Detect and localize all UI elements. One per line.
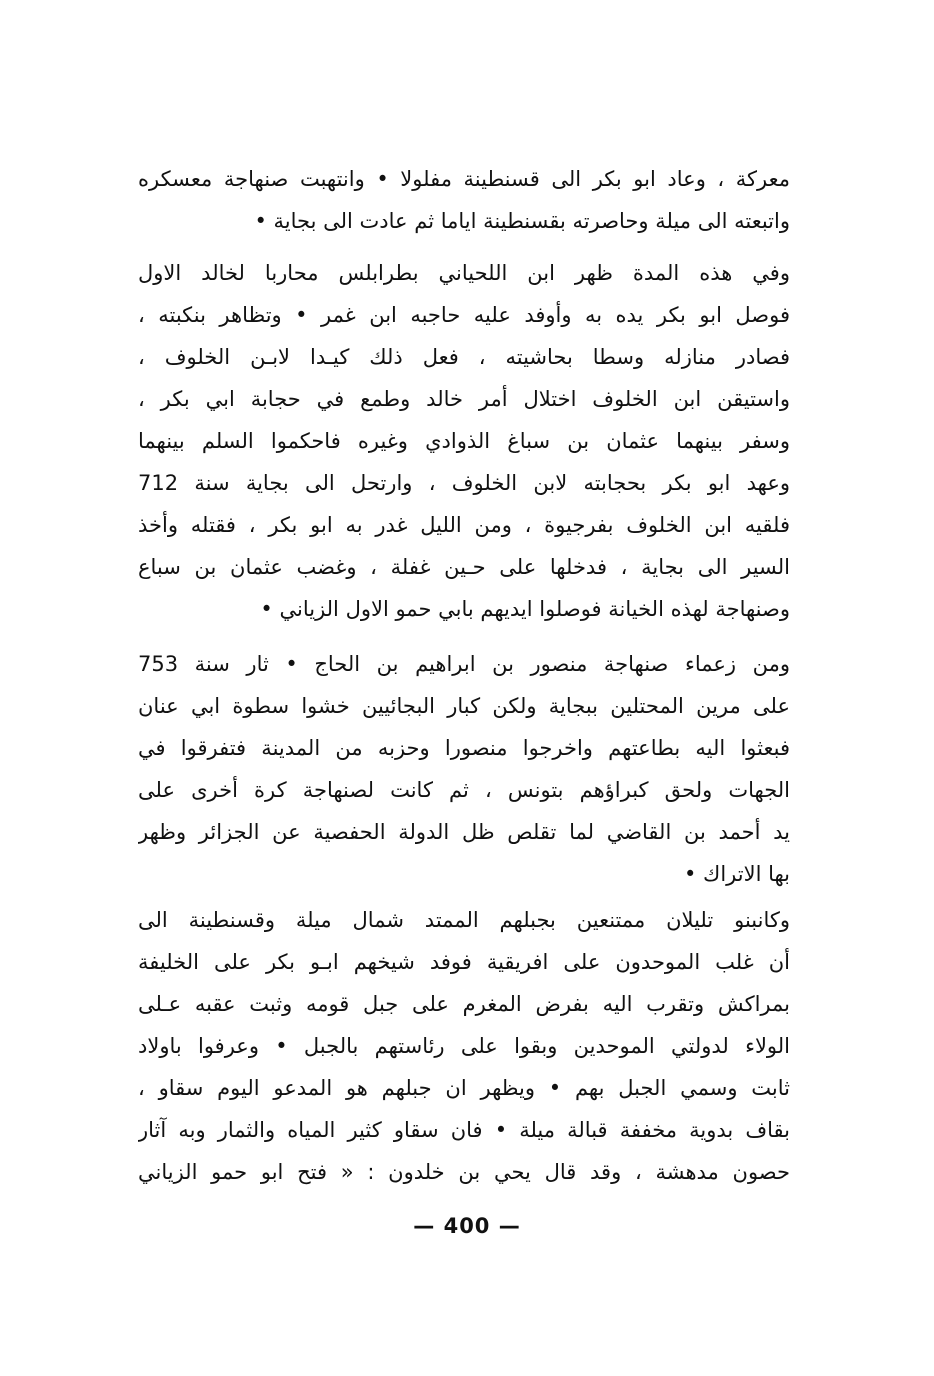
text-line: فصادر منازله وسطا بحاشيته ، فعل ذلك كيـدا لابـن الخلوف ، <box>138 345 790 369</box>
paragraph-4 <box>138 899 790 1193</box>
text-line: بقاف بدوية مخففة قبالة ميلة • فان سقاو كثير المياه والثمار وبه آثار <box>138 1118 790 1142</box>
paragraph-1 <box>138 158 790 242</box>
text-line: السير الى بجاية ، فدخلها على حـين غفلة ، وغضب عثمان بن سباع <box>138 555 790 579</box>
paragraph-2 <box>138 252 790 630</box>
text-line: معركة ، وعاد ابو بكر الى قسنطينة مفلولا • وانتهبت صنهاجة معسكره <box>138 167 790 191</box>
text-line: وعهد ابو بكر بحجابته لابن الخلوف ، وارتحل الى بجاية سنة 712 <box>138 471 790 495</box>
paragraph-3 <box>138 643 790 895</box>
text-line: وفي هذه المدة ظهر ابن اللحياني بطرابلس محاربا لخالد الاول <box>138 261 790 285</box>
text-line: وسفر بينهما عثمان بن سباغ الذوادي وغيره فاحكموا السلم بينهما <box>138 429 790 453</box>
text-line: بمراكش وتقرب اليه بفرض المغرم على جبل قومه وثبت عقبه عـلى <box>138 992 790 1016</box>
text-line: فوصل ابو بكر يده به وأوفد عليه حاجبه ابن غمر • وتظاهر بنكبته ، <box>138 303 790 327</box>
text-line: فلقيه ابن الخلوف بفرجيوة ، ومن الليل غدر به ابو بكر ، فقتله وأخذ <box>138 513 790 537</box>
text-line: أن غلب الموحدون على افريقية فوفد شيخهم ابـو بكر على الخليفة <box>138 950 790 974</box>
text-line: واتبعته الى ميلة وحاصرته بقسنطينة اياما ثم عادت الى بجاية • <box>254 209 790 233</box>
text-line: يد أحمد بن القاضي لما تقلص ظل الدولة الحفصية عن الجزائر وظهر <box>138 820 790 844</box>
text-line: فبعثوا اليه بطاعتهم واخرجوا منصورا وحزبه من المدينة فتفرقوا في <box>138 736 790 760</box>
text-line: بها الاتراك • <box>683 862 790 886</box>
text-line: على مرين المحتلين ببجاية ولكن كبار البجائيين خشوا سطوة ابي عنان <box>138 694 790 718</box>
text-line: الجهات ولحق كبراؤهم بتونس ، ثم كانت لصنهاجة كرة أخرى على <box>138 778 790 802</box>
text-line: ومن زعماء صنهاجة منصور بن ابراهيم بن الحاج • ثار سنة 753 <box>138 652 790 676</box>
page-number: — 400 — <box>413 1214 521 1238</box>
text-line: الولاء لدولتي الموحدين وبقوا على رئاستهم بالجبل • وعرفوا باولاد <box>138 1034 790 1058</box>
text-line: واستيقن ابن الخلوف اختلال أمر خالد وطمع في حجابة ابي بكر ، <box>138 387 790 411</box>
text-line: حصون مدهشة ، وقد قال يحي بن خلدون : « فتح ابو حمو الزياني <box>138 1160 790 1184</box>
text-line: وكانبنو تليلان ممتنعين بجبلهم الممتد شمال ميلة وقسنطينة الى <box>138 908 790 932</box>
text-line: ثابت وسمي الجبل بهم • ويظهر ان جبلهم هو المدعو اليوم سقاو ، <box>138 1076 790 1100</box>
text-line: وصنهاجة لهذه الخيانة فوصلوا ايديهم بابي حمو الاول الزياني • <box>260 597 790 621</box>
